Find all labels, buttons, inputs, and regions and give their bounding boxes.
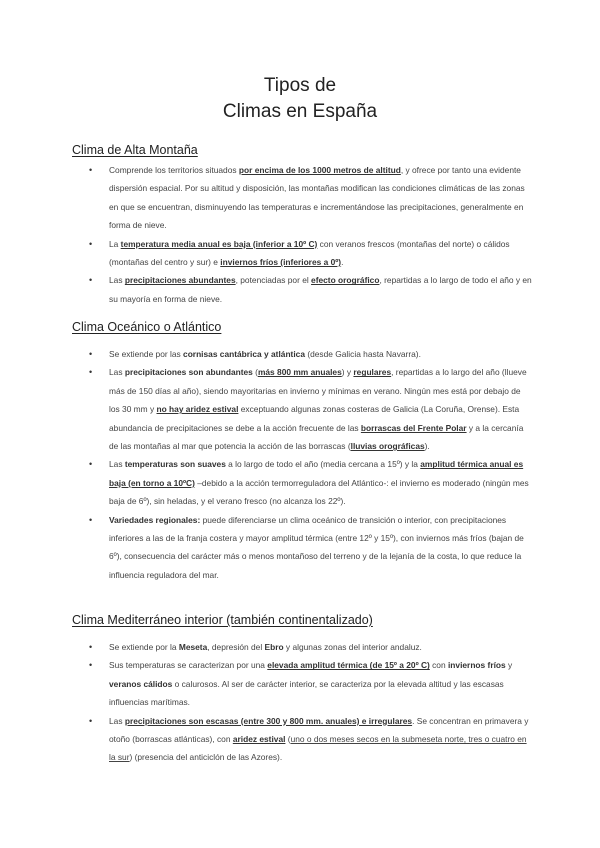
text-run: ( (252, 367, 258, 378)
text-run: puede diferenciarse un clima oceánico de transición o interior, con precipitaciones inferiores a las de la franja costera y mayor amplitud térmica (entre 12º y 15º), con inviernos más fríos (bajan de 6º), consecuencia del carácter más o menos montañoso del terreno y de la lejanía de la costa, lo que reduce la influencia reguladora del mar. (109, 514, 524, 580)
list-item (72, 511, 532, 585)
text-run: (desde Galicia hasta Navarra). (305, 349, 421, 359)
list-item (72, 712, 532, 767)
list-item (72, 455, 532, 510)
text-run: y a la cercanía de las montañas al mar que potencia la acción de las borrascas ( (109, 422, 524, 452)
text-run: inviernos fríos (447, 660, 506, 671)
text-run: , y ofrece por tanto una evidente dispersión espacial. Por su altitud y disposición, las montañas modifican las condiciones climáticas de las zonas en que se encuentran, disminuyendo las temperaturas e incrementándose las precipitaciones, generalmente en forma de nieve. (109, 165, 525, 231)
text-run: lluvias orográficas (350, 441, 425, 452)
bullet-list-alta-montana (72, 161, 532, 308)
text-run: con veranos frescos (montañas del norte) o cálidos (montañas del centro y sur) e (109, 238, 510, 268)
text-run: Las (109, 367, 125, 378)
text-run: aridez estival (232, 734, 286, 745)
text-run: elevada amplitud térmica (de 15º a 20º C) (267, 660, 430, 671)
text-run: ). (424, 441, 430, 452)
bullet-list-oceanico (72, 345, 532, 584)
text-run: precipitaciones son abundantes (124, 367, 253, 378)
text-run: temperaturas son suaves (124, 459, 226, 470)
text-run: con (429, 660, 448, 671)
text-run: . Se concentran en primavera y otoño (borrascas atlánticas), con (109, 715, 529, 745)
text-run: regulares (353, 367, 392, 378)
section-heading-alta-montana: Clima de Alta Montaña (72, 143, 198, 157)
text-run: precipitaciones abundantes (124, 275, 236, 286)
text-run: –debido a la acción termorreguladora del Atlántico-: el invierno es moderado (ningún mes baja de 6º), sin heladas, y el verano fresco (no alcanza los 22º). (109, 477, 529, 507)
text-run: uno o dos meses secos en la submeseta norte, tres o cuatro en la sur (109, 734, 527, 763)
bullet-list-mediterraneo-interior (72, 638, 532, 767)
text-run: cornisas cantábrica y atlántica (183, 349, 305, 359)
text-run: más 800 mm anuales (257, 367, 342, 378)
text-run: Se extiende por las (109, 349, 184, 359)
text-run: ) (presencia del anticiclón de las Azores). (129, 752, 283, 763)
list-item (72, 345, 532, 363)
title-line-1: Tipos de (263, 75, 337, 96)
text-run: , depresión del (207, 642, 265, 652)
text-run: o calurosos. Al ser de carácter interior, se caracteriza por la elevada altitud y las escasas influencias marítimas. (109, 678, 504, 708)
text-run: , repartidas a lo largo del año (llueve más de 150 días al año), siendo mayoritarias en invierno y mínimas en verano. Ningún mes está por debajo de los 30 mm y (109, 367, 527, 415)
text-run: Comprende los territorios situados (109, 165, 239, 175)
text-run: ) y (341, 367, 354, 378)
text-run: Variedades regionales: (109, 514, 201, 525)
list-item (72, 235, 532, 272)
section-heading-mediterraneo-interior: Clima Mediterráneo interior (también continentalizado) (72, 613, 373, 627)
text-run: y (505, 660, 513, 671)
list-item (72, 638, 532, 656)
text-run: Las (109, 715, 125, 726)
list-item (72, 363, 532, 455)
text-run: exceptuando algunas zonas costeras de Galicia (La Coruña, Orense). Esta abundancia de precipitaciones se debe a la acción frecuente de las (109, 404, 520, 433)
text-run: veranos cálidos (109, 678, 173, 689)
list-item (72, 161, 532, 235)
text-run: Se extiende por la (109, 642, 179, 652)
text-run: La (109, 238, 121, 249)
text-run: , repartidas a lo largo de todo el año y en su mayoría en forma de nieve. (109, 275, 532, 304)
title-line-2: Climas en España (222, 101, 378, 122)
text-run: precipitaciones son escasas (entre 300 y 800 mm. anuales) e irregulares (124, 715, 413, 726)
section-heading-oceanico: Clima Oceánico o Atlántico (72, 320, 222, 334)
list-item (72, 656, 532, 711)
text-run: Meseta (178, 642, 208, 652)
text-run: no hay aridez estival (156, 404, 239, 415)
text-run: efecto orográfico (311, 275, 380, 286)
text-run: ( (285, 734, 291, 745)
text-run: borrascas del Frente Polar (360, 422, 467, 433)
text-run: Las (109, 275, 125, 286)
text-run: Las (109, 459, 125, 470)
text-run: por encima de los 1000 metros de altitud (238, 165, 401, 175)
text-run: amplitud térmica anual es baja (en torno a 10ºC) (109, 459, 524, 488)
text-run: a lo largo de todo el año (media cercana a 15º) y la (225, 459, 421, 470)
text-run: . (341, 257, 344, 268)
text-run: inviernos fríos (inferiores a 0º) (220, 257, 342, 268)
text-run: , potenciadas por el (235, 275, 312, 286)
text-run: temperatura media anual es baja (inferior a 10º C) (120, 238, 318, 249)
text-run: Ebro (264, 642, 284, 652)
text-run: y algunas zonas del interior andaluz. (283, 642, 422, 652)
list-item (72, 271, 532, 308)
text-run: Sus temperaturas se caracterizan por una (109, 660, 268, 671)
